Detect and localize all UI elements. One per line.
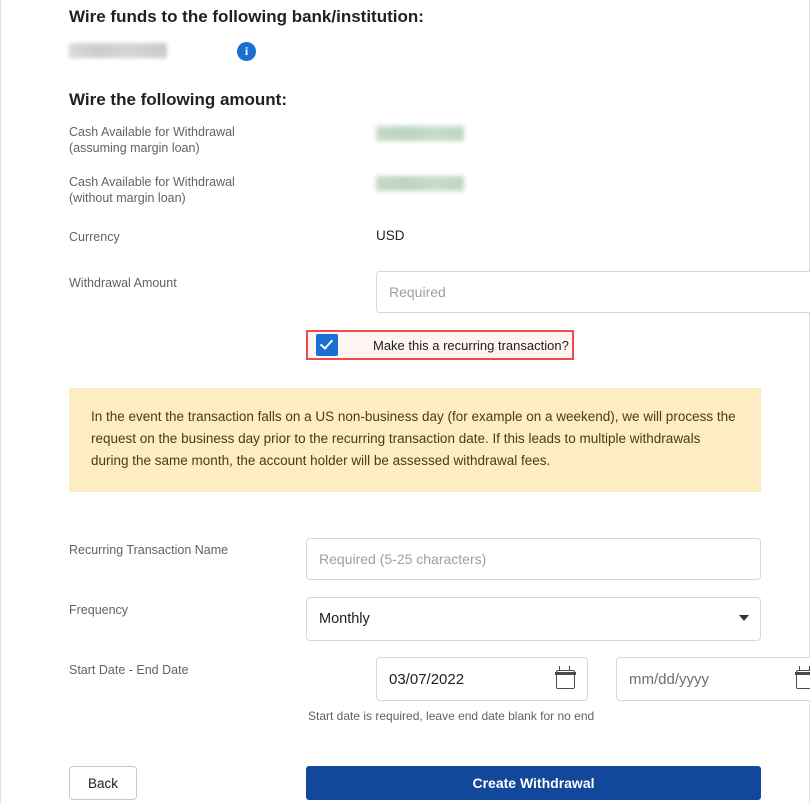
date-helper-text: Start date is required, leave end date blank for no end <box>308 709 595 723</box>
recurring-name-input[interactable] <box>306 538 761 580</box>
calendar-icon[interactable] <box>556 670 575 689</box>
date-range-label: Start Date - End Date <box>69 663 189 677</box>
recurring-name-label: Recurring Transaction Name <box>69 543 229 557</box>
frequency-select[interactable] <box>306 597 761 641</box>
cash-available-no-margin-value <box>376 176 464 191</box>
currency-value: USD <box>376 228 405 243</box>
end-date-placeholder: mm/dd/yyyy <box>629 670 710 688</box>
cash-available-no-margin-label: Cash Available for Withdrawal (without margin loan) <box>69 175 235 205</box>
withdrawal-amount-label: Withdrawal Amount <box>69 276 177 290</box>
end-date-input[interactable] <box>616 657 810 701</box>
cash-available-margin-value <box>376 126 464 141</box>
recurring-transaction-highlight <box>306 330 574 360</box>
info-icon[interactable]: i <box>237 42 256 61</box>
page-title-bank: Wire funds to the following bank/institution: <box>69 7 424 26</box>
recurring-transaction-checkbox[interactable] <box>316 334 338 356</box>
page-title-amount: Wire the following amount: <box>69 90 287 109</box>
non-business-day-notice: In the event the transaction falls on a US non-business day (for example on a weekend), we will process the request on the business day prior to the recurring transaction date. If this leads to multiple withdrawals during the same month, the account holder will be assessed withdrawal fees. <box>69 388 761 492</box>
frequency-select-wrapper <box>306 597 761 641</box>
recurring-transaction-label: Make this a recurring transaction? <box>373 337 569 353</box>
frequency-label: Frequency <box>69 603 129 617</box>
back-button[interactable]: Back <box>69 766 137 800</box>
create-withdrawal-button[interactable]: Create Withdrawal <box>306 766 761 800</box>
currency-label: Currency <box>69 230 120 244</box>
start-date-input[interactable] <box>376 657 588 701</box>
withdrawal-amount-input[interactable] <box>376 271 810 313</box>
bank-name-redacted-value <box>69 43 167 58</box>
cash-available-margin-label: Cash Available for Withdrawal (assuming margin loan) <box>69 125 235 155</box>
calendar-icon[interactable] <box>796 670 810 689</box>
start-date-value: 03/07/2022 <box>389 670 465 688</box>
